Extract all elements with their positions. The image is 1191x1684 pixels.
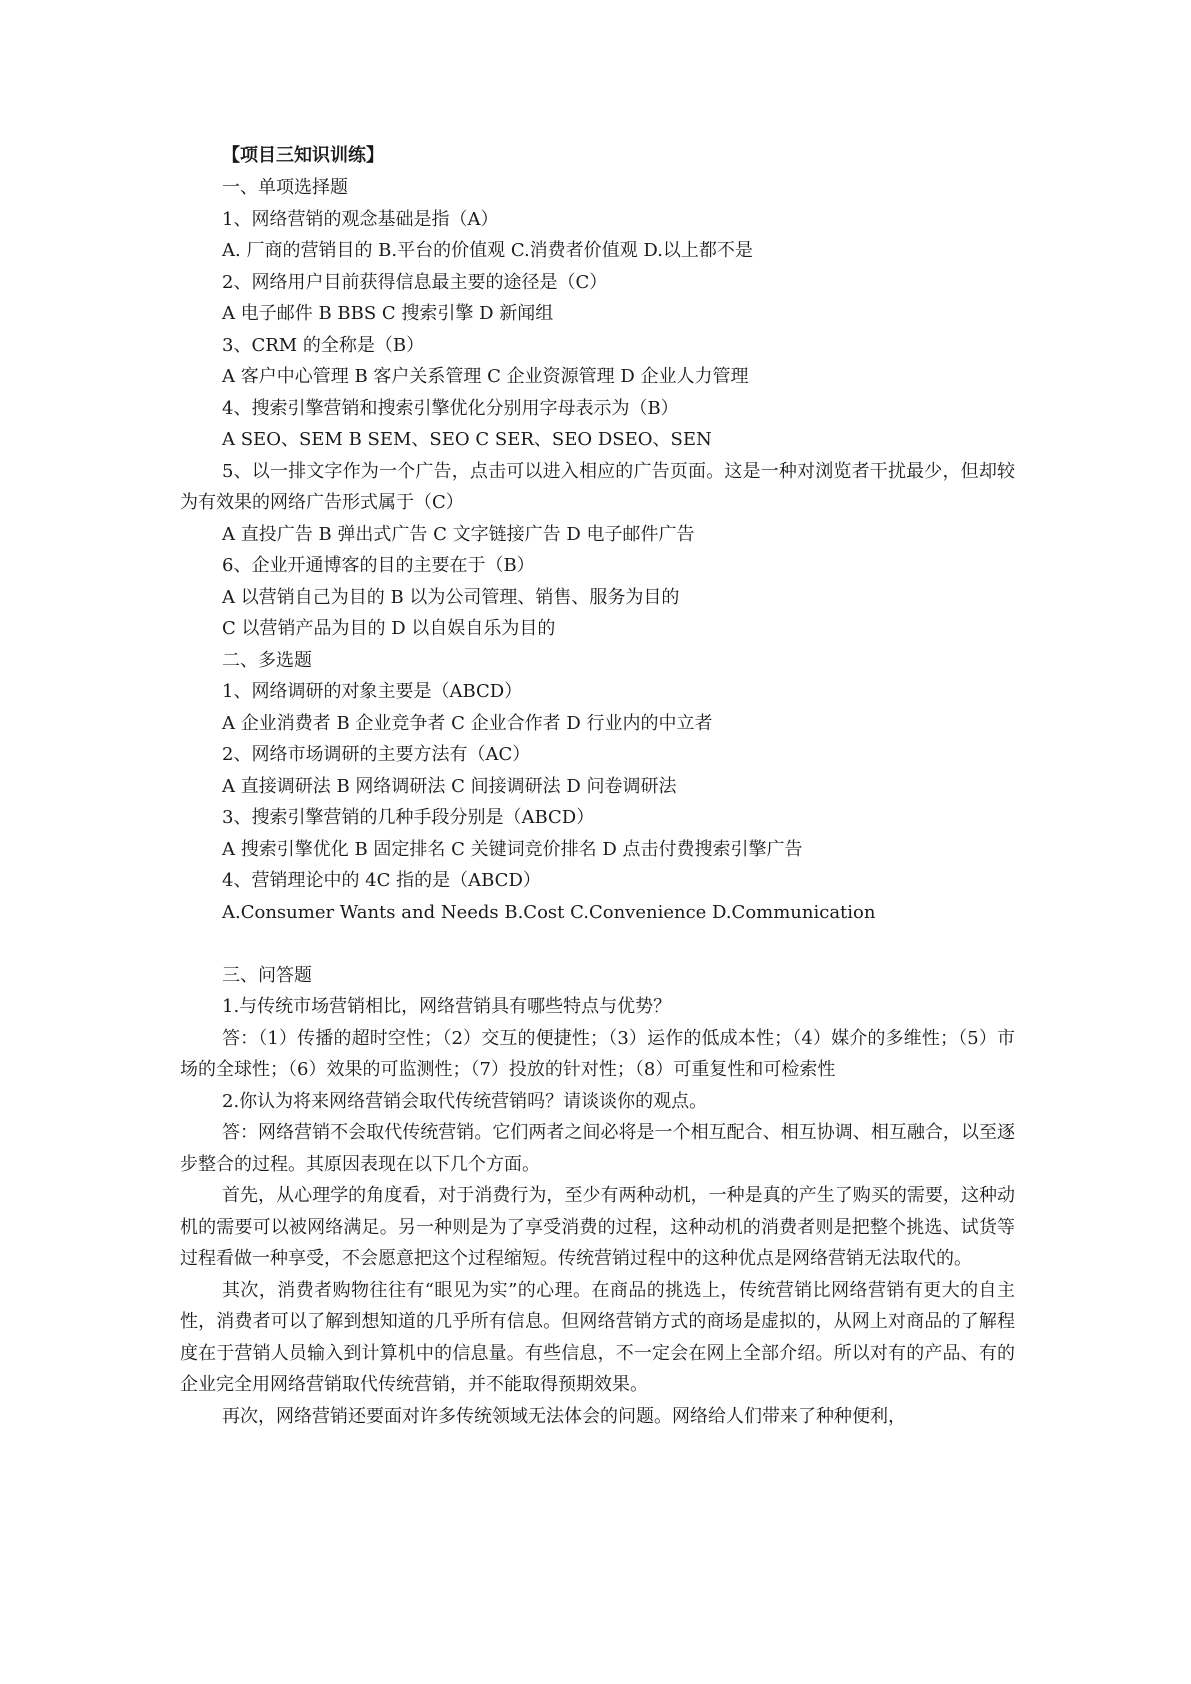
document-title: 【项目三知识训练】 xyxy=(222,145,384,166)
document-page xyxy=(180,140,1015,1432)
body-paragraph: 再次，网络营销还要面对许多传统领域无法体会的问题。网络给人们带来了种种便利， xyxy=(222,1405,906,1427)
question-text: 5、以一排文字作为一个广告，点击可以进入相应的广告页面。这是一种对浏览者干扰最少，但却较为有效果的网络广告形式属于（C） xyxy=(180,460,1015,513)
question-options: A 直投广告 B 弹出式广告 C 文字链接广告 D 电子邮件广告 xyxy=(222,523,695,545)
answer-paragraph: 答：网络营销不会取代传统营销。它们两者之间必将是一个相互配合、相互协调、相互融合，以至逐步整合的过程。其原因表现在以下几个方面。 xyxy=(180,1122,1015,1175)
question-text: 2、网络用户目前获得信息最主要的途径是（C） xyxy=(222,271,608,293)
question-options: A. 厂商的营销目的 B.平台的价值观 C.消费者价值观 D.以上都不是 xyxy=(222,240,753,261)
question-text: 3、CRM 的全称是（B） xyxy=(222,334,425,356)
body-paragraph: 其次，消费者购物往往有“眼见为实”的心理。在商品的挑选上，传统营销比网络营销有更大的自主性，消费者可以了解到想知道的几乎所有信息。但网络营销方式的商场是虚拟的，从网上对商品的了解程度在于营销人员输入到计算机中的信息量。有些信息，不一定会在网上全部介绍。所以对有的产品、有的企业完全用网络营销取代传统营销，并不能取得预期效果。 xyxy=(180,1279,1015,1395)
section-heading-single-choice: 一、单项选择题 xyxy=(222,177,348,198)
question-text: 4、搜索引擎营销和搜索引擎优化分别用字母表示为（B） xyxy=(222,397,679,419)
section-heading-qa: 三、问答题 xyxy=(222,964,312,986)
answer-paragraph: 答：（1）传播的超时空性；（2）交互的便捷性；（3）运作的低成本性；（4）媒介的多维性；（5）市场的全球性；（6）效果的可监测性；（7）投放的针对性；（8）可重复性和可检索性 xyxy=(180,1027,1015,1080)
question-options: A 电子邮件 B BBS C 搜索引擎 D 新闻组 xyxy=(222,303,554,324)
question-options: A 以营销自己为目的 B 以为公司管理、销售、服务为目的 xyxy=(222,586,680,608)
question-text: 1、网络营销的观念基础是指（A） xyxy=(222,208,499,230)
question-text: 1.与传统市场营销相比，网络营销具有哪些特点与优势？ xyxy=(222,996,672,1017)
question-text: 4、营销理论中的 4C 指的是（ABCD） xyxy=(222,870,541,891)
question-text: 2、网络市场调研的主要方法有（AC） xyxy=(222,744,531,765)
question-text: 3、搜索引擎营销的几种手段分别是（ABCD） xyxy=(222,807,595,828)
question-options: A 企业消费者 B 企业竞争者 C 企业合作者 D 行业内的中立者 xyxy=(222,712,713,734)
question-options: A SEO、SEM B SEM、SEO C SER、SEO DSEO、SEN xyxy=(222,429,712,450)
question-options: A 客户中心管理 B 客户关系管理 C 企业资源管理 D 企业人力管理 xyxy=(222,366,749,387)
question-text: 1、网络调研的对象主要是（ABCD） xyxy=(222,681,523,702)
question-options: A 直接调研法 B 网络调研法 C 间接调研法 D 问卷调研法 xyxy=(222,775,677,797)
section-heading-multiple-choice: 二、多选题 xyxy=(222,649,312,671)
question-options: C 以营销产品为目的 D 以自娱自乐为目的 xyxy=(222,618,556,639)
question-options: A 搜索引擎优化 B 固定排名 C 关键词竞价排名 D 点击付费搜索引擎广告 xyxy=(222,838,803,860)
blank-line xyxy=(180,928,1015,960)
question-options: A.Consumer Wants and Needs B.Cost C.Convenience D.Communication xyxy=(222,901,876,923)
question-text: 2.你认为将来网络营销会取代传统营销吗？请谈谈你的观点。 xyxy=(222,1090,708,1112)
question-text: 6、企业开通博客的目的主要在于（B） xyxy=(222,555,535,576)
body-paragraph: 首先，从心理学的角度看，对于消费行为，至少有两种动机，一种是真的产生了购买的需要，这种动机的需要可以被网络满足。另一种则是为了享受消费的过程，这种动机的消费者则是把整个挑选、试货等过程看做一种享受，不会愿意把这个过程缩短。传统营销过程中的这种优点是网络营销无法取代的。 xyxy=(180,1185,1015,1269)
